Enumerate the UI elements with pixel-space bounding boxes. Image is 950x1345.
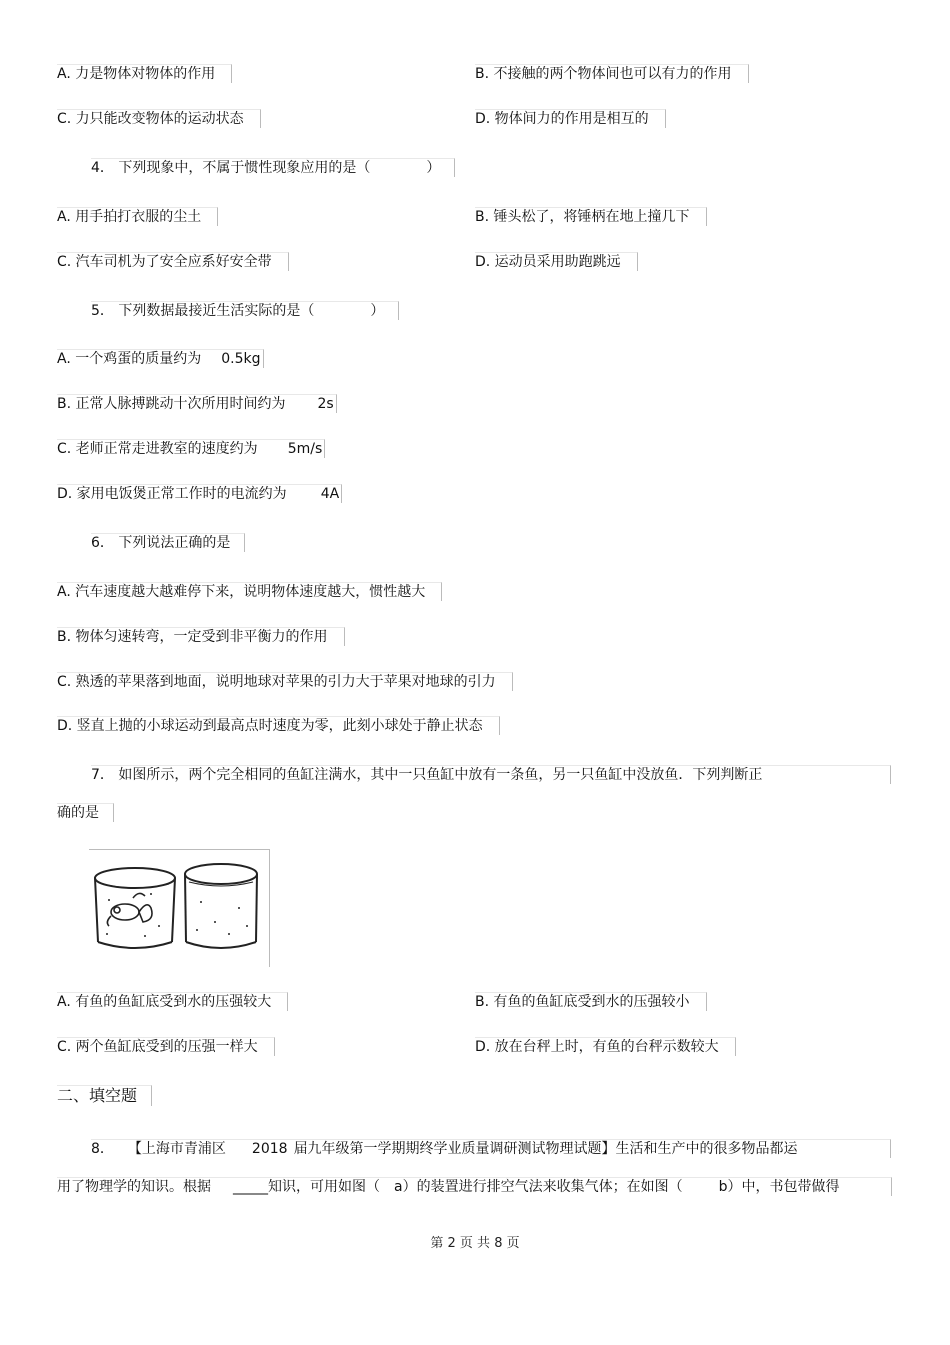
q5-option-c-value: 5m/s	[287, 441, 323, 457]
q3-option-d: D. 物体间力的作用是相互的	[475, 109, 666, 128]
q8-line2	[57, 1177, 892, 1196]
q6-option-a: A. 汽车速度越大越难停下来，说明物体速度越大，惯性越大	[57, 582, 442, 601]
q5-option-d-value: 4A	[320, 486, 340, 502]
q5-stem: 5． 下列数据最接近生活实际的是（ ）	[91, 301, 399, 320]
q8-year: 2018	[251, 1141, 288, 1157]
q7-option-a: A. 有鱼的鱼缸底受到水的压强较大	[57, 992, 288, 1011]
q5-option-a-text: A. 一个鸡蛋的质量约为	[57, 351, 202, 367]
q6-option-c: C. 熟透的苹果落到地面，说明地球对苹果的引力大于苹果对地球的引力	[57, 672, 513, 691]
q7-option-d: D. 放在台秤上时，有鱼的台秤示数较大	[475, 1037, 736, 1056]
q8-line2-part-b: 知识，可用如图（	[268, 1179, 380, 1195]
section-title-fill-blank: 二、填空题	[57, 1085, 152, 1106]
q5-option-b-value: 2s	[317, 396, 334, 412]
q5-option-b	[57, 394, 337, 413]
q3-option-c: C. 力只能改变物体的运动状态	[57, 109, 261, 128]
q8-number: 8．	[91, 1141, 114, 1157]
q8-line2-part-a: 用了物理学的知识。根据	[57, 1179, 211, 1195]
q4-option-a: A. 用手拍打衣服的尘土	[57, 207, 218, 226]
fish-tank-figure	[89, 849, 270, 967]
q6-option-b: B. 物体匀速转弯，一定受到非平衡力的作用	[57, 627, 345, 646]
q4-option-c: C. 汽车司机为了安全应系好安全带	[57, 252, 289, 271]
q7-stem-line1: 7． 如图所示，两个完全相同的鱼缸注满水，其中一只鱼缸中放有一条鱼，另一只鱼缸中没放鱼．下列判断正	[91, 765, 891, 784]
q8-line2-part-d: b）中，书包带做得	[718, 1179, 840, 1195]
q7-option-b: B. 有鱼的鱼缸底受到水的压强较小	[475, 992, 707, 1011]
q4-option-b: B. 锤头松了，将锤柄在地上撞几下	[475, 207, 707, 226]
page-number-footer: 第 2 页 共 8 页	[430, 1236, 520, 1251]
q4-option-d: D. 运动员采用助跑跳远	[475, 252, 638, 271]
q8-source: 【上海市青浦区	[127, 1141, 226, 1157]
q5-option-d-text: D. 家用电饭煲正常工作时的电流约为	[57, 486, 287, 502]
q8-source-rest: 届九年级第一学期期终学业质量调研测试物理试题】生活和生产中的很多物品都运	[293, 1141, 798, 1157]
q8-answer-blank[interactable]: _____	[233, 1179, 268, 1195]
q5-option-c-text: C. 老师正常走进教室的速度约为	[57, 441, 258, 457]
q6-option-d: D. 竖直上抛的小球运动到最高点时速度为零，此刻小球处于静止状态	[57, 716, 500, 735]
q5-option-c	[57, 439, 325, 458]
q3-option-b: B. 不接触的两个物体间也可以有力的作用	[475, 64, 749, 83]
q5-option-a-value: 0.5kg	[221, 351, 261, 367]
q6-stem: 6． 下列说法正确的是	[91, 533, 245, 552]
q5-option-a	[57, 349, 264, 368]
q3-option-a: A. 力是物体对物体的作用	[57, 64, 232, 83]
q7-option-c: C. 两个鱼缸底受到的压强一样大	[57, 1037, 275, 1056]
q4-stem: 4． 下列现象中，不属于惯性现象应用的是（ ）	[91, 158, 455, 177]
fish-tank-drawing	[89, 850, 269, 967]
q8-line1	[91, 1139, 891, 1158]
q5-option-b-text: B. 正常人脉搏跳动十次所用时间约为	[57, 396, 286, 412]
q8-line2-part-c: a）的装置进行排空气法来收集气体；在如图（	[394, 1179, 683, 1195]
q5-option-d	[57, 484, 342, 503]
q7-stem-line2: 确的是	[57, 803, 114, 822]
